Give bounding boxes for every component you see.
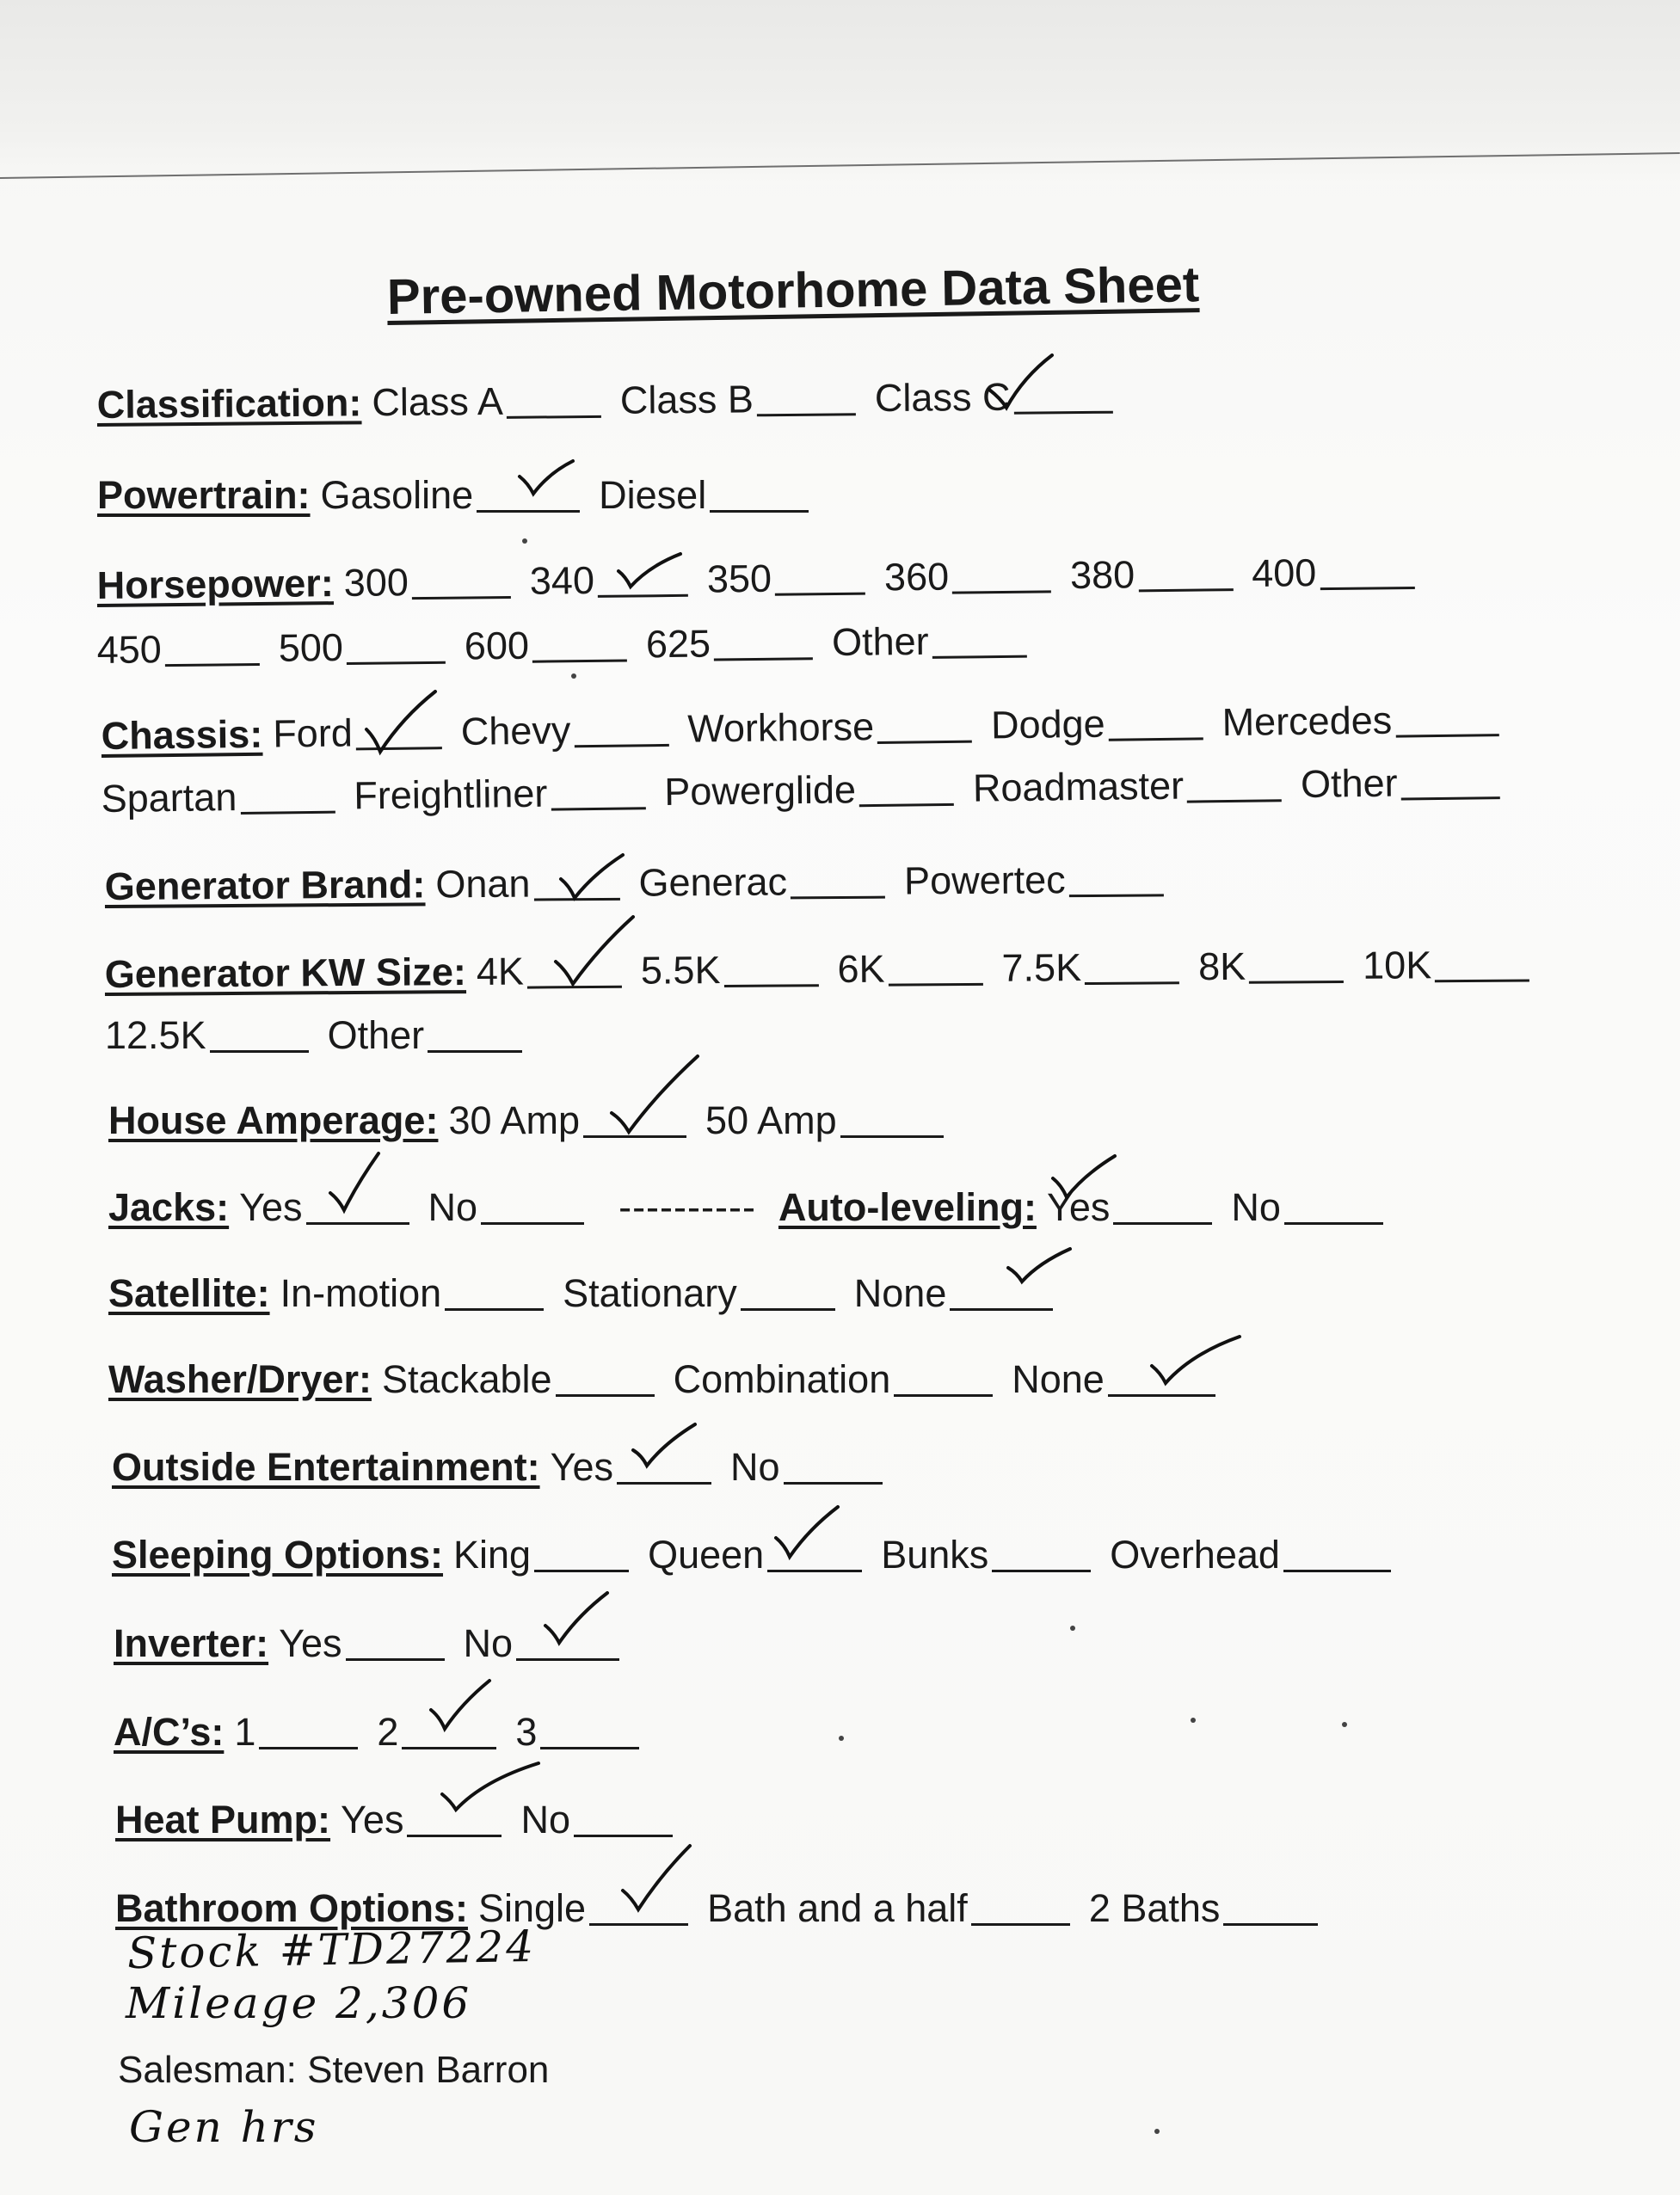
blank-overhead[interactable] [1283,1570,1391,1572]
option-mercedes: Mercedes [1222,698,1393,745]
blank-kw-8k[interactable] [1249,981,1344,984]
option-freightliner: Freightliner [353,771,548,818]
blank-kw-12-5k[interactable] [210,1050,309,1053]
option-kw-12-5k: 12.5K [105,1013,206,1057]
blank-hp-380[interactable] [1138,588,1233,592]
blank-hp-other[interactable] [932,655,1027,659]
option-king: King [453,1533,532,1577]
classification-row [96,366,1131,427]
blank-hp-625[interactable] [714,657,813,661]
sleeping-options-row [112,1524,1410,1577]
option-leveling-yes: Yes [1046,1185,1111,1229]
blank-single[interactable] [589,1923,688,1926]
option-ford: Ford [272,710,354,756]
horsepower-row-2 [96,609,1046,673]
option-hp-500: 500 [278,625,344,670]
option-hp-other: Other [831,618,929,665]
blank-roadmaster[interactable] [1187,799,1282,802]
blank-queen[interactable] [767,1570,862,1572]
blank-powerglide[interactable] [859,803,954,807]
check-jacks-yes [325,1148,394,1221]
blank-hp-500[interactable] [347,661,446,665]
blank-hp-450[interactable] [165,663,260,667]
generator-brand-label: Generator Brand: [104,862,426,908]
heat-pump-row [115,1789,692,1842]
option-kw-6k: 6K [837,946,885,992]
ac-row [114,1701,658,1755]
option-inverter-yes: Yes [279,1621,342,1665]
satellite-row [108,1263,1072,1316]
blank-chevy[interactable] [575,744,669,747]
check-30-amp [606,1051,701,1141]
outside-entertainment-row [112,1436,902,1490]
washer-dryer-row [108,1349,1234,1402]
speck [1342,1722,1347,1727]
blank-hp-300[interactable] [412,596,511,599]
blank-dodge[interactable] [1109,737,1203,741]
option-ac-3: 3 [515,1710,538,1754]
option-entertainment-yes: Yes [550,1445,613,1489]
check-entertainment-yes [630,1421,698,1477]
option-dodge: Dodge [990,701,1105,747]
option-combination: Combination [673,1357,891,1401]
option-spartan: Spartan [101,775,237,821]
option-2-baths: 2 Baths [1088,1886,1221,1930]
speck [839,1736,844,1741]
option-workhorse: Workhorse [687,704,875,751]
check-leveling-yes [1049,1153,1118,1208]
blank-stationary[interactable] [741,1308,835,1311]
option-chassis-other: Other [1300,760,1398,806]
option-hp-600: 600 [464,623,530,668]
speck [1154,2129,1160,2134]
house-amperage-label: House Amperage: [108,1098,439,1142]
blank-ac-1[interactable] [259,1747,358,1749]
option-inverter-no: No [463,1621,514,1665]
option-50-amp: 50 Amp [705,1098,837,1142]
auto-leveling-label: Auto-leveling: [778,1185,1037,1229]
option-stackable: Stackable [381,1357,552,1401]
check-ford [361,688,439,761]
handwritten-gen-hrs: Gen hrs [129,2102,319,2152]
option-washer-none: None [1012,1357,1105,1401]
horsepower-row [96,541,1433,608]
powertrain-label: Powertrain: [97,473,311,517]
blank-kw-6k[interactable] [889,983,983,987]
check-kw-4k [551,912,637,993]
option-hp-350: 350 [706,556,772,601]
blank-chassis-other[interactable] [1401,796,1500,800]
blank-entertainment-no[interactable] [784,1482,883,1485]
option-onan: Onan [435,861,531,907]
option-chevy: Chevy [460,708,571,753]
option-30-amp: 30 Amp [448,1098,581,1142]
blank-kw-5-5k[interactable] [724,984,819,987]
check-onan [557,852,626,907]
blank-hp-600[interactable] [532,660,627,663]
classification-label: Classification: [96,380,362,427]
check-washer-none [1148,1331,1243,1396]
option-kw-5-5k: 5.5K [640,948,721,993]
chassis-label: Chassis: [101,711,263,759]
option-heat-pump-yes: Yes [341,1798,404,1841]
option-ac-2: 2 [377,1710,399,1754]
check-inverter-no [542,1589,611,1654]
option-kw-7-5k: 7.5K [1001,945,1082,990]
option-powertec: Powertec [903,858,1066,903]
blank-heat-pump-no[interactable] [574,1835,673,1837]
option-hp-340: 340 [529,557,595,603]
blank-kw-other[interactable] [428,1050,522,1053]
option-overhead: Overhead [1110,1533,1280,1577]
blank-kw-10k[interactable] [1435,979,1529,982]
blank-bunks[interactable] [992,1570,1091,1572]
blank-leveling-no[interactable] [1284,1222,1383,1225]
option-bunks: Bunks [881,1533,989,1577]
blank-mercedes[interactable] [1395,734,1498,737]
blank-spartan[interactable] [241,811,335,815]
blank-powertec[interactable] [1069,894,1164,897]
page-title: Pre-owned Motorhome Data Sheet [386,256,1200,325]
blank-ac-2[interactable] [402,1747,496,1749]
inverter-label: Inverter: [114,1621,269,1665]
blank-inverter-yes[interactable] [346,1658,445,1661]
check-ac-2 [428,1677,496,1742]
blank-jacks-yes[interactable] [306,1222,409,1225]
option-kw-8k: 8K [1197,944,1246,989]
option-kw-other: Other [327,1013,425,1057]
check-class-c [985,351,1054,415]
salesman-line: Salesman: Steven Barron [118,2049,550,2091]
option-roadmaster: Roadmaster [972,763,1185,810]
option-jacks-no: No [428,1185,478,1229]
speck [522,538,527,544]
blank-50-amp[interactable] [840,1135,944,1138]
washer-dryer-label: Washer/Dryer: [108,1357,372,1401]
option-class-b: Class B [619,377,754,422]
option-hp-400: 400 [1251,550,1317,595]
blank-heat-pump-yes[interactable] [407,1835,502,1837]
generator-kw-row [105,933,1549,997]
option-hp-625: 625 [645,621,711,667]
option-gasoline: Gasoline [320,473,474,517]
generator-kw-label: Generator KW Size: [104,950,467,996]
separator-dashes: ---------- [618,1185,756,1229]
blank-diesel[interactable] [710,510,809,513]
blank-hp-360[interactable] [952,590,1051,593]
check-satellite-none [1005,1245,1074,1293]
option-ac-1: 1 [234,1710,256,1754]
blank-gasoline[interactable] [477,510,580,513]
heat-pump-label: Heat Pump: [115,1798,331,1841]
blank-ac-3[interactable] [540,1747,639,1749]
speck [1070,1626,1075,1631]
generator-brand-row [105,848,1183,909]
blank-hp-350[interactable] [775,593,865,596]
jacks-row [108,1177,1402,1230]
blank-class-a[interactable] [507,415,601,419]
option-entertainment-no: No [729,1445,780,1489]
chassis-row [101,688,1517,759]
chassis-row-2 [101,751,1519,821]
option-diesel: Diesel [599,473,707,517]
sleeping-options-label: Sleeping Options: [112,1533,444,1577]
blank-king[interactable] [534,1570,629,1572]
blank-freightliner[interactable] [551,807,646,810]
option-single: Single [477,1886,587,1930]
satellite-label: Satellite: [108,1271,270,1315]
option-hp-360: 360 [883,554,950,599]
blank-leveling-yes[interactable] [1113,1222,1212,1225]
speck [571,673,576,679]
bathroom-options-label: Bathroom Options: [115,1886,468,1930]
ac-label: A/C’s: [114,1710,225,1754]
option-stationary: Stationary [563,1271,737,1315]
house-amperage-row [108,1090,963,1143]
jacks-label: Jacks: [108,1185,230,1229]
check-queen [772,1503,841,1568]
blank-entertainment-yes[interactable] [617,1482,711,1485]
check-heat-pump-yes [439,1755,542,1828]
option-jacks-yes: Yes [239,1185,303,1229]
powertrain-row [97,464,828,518]
option-in-motion: In-motion [280,1271,442,1315]
check-gasoline [516,458,576,505]
blank-workhorse[interactable] [877,741,972,744]
generator-kw-row-2 [105,1005,541,1058]
option-kw-10k: 10K [1362,943,1432,987]
blank-bath-and-a-half[interactable] [971,1923,1070,1926]
blank-combination[interactable] [894,1394,993,1397]
option-generac: Generac [638,859,788,905]
blank-generac[interactable] [791,896,885,900]
blank-class-b[interactable] [757,413,856,416]
option-powerglide: Powerglide [664,767,857,815]
blank-stackable[interactable] [556,1394,655,1397]
handwritten-mileage: Mileage 2,306 [126,1978,472,2028]
option-satellite-none: None [853,1271,947,1315]
check-hp-340 [615,550,684,598]
check-single [618,1841,695,1922]
speck [1191,1718,1196,1723]
option-leveling-no: No [1231,1185,1281,1229]
option-kw-4k: 4K [476,949,525,993]
blank-2-baths[interactable] [1223,1923,1318,1926]
option-hp-450: 450 [96,627,163,673]
blank-jacks-no[interactable] [481,1222,584,1225]
blank-inverter-no[interactable] [516,1658,619,1661]
bathroom-options-row [115,1878,1337,1931]
option-class-a: Class A [372,378,504,425]
blank-kw-7-5k[interactable] [1085,981,1179,985]
option-heat-pump-no: No [520,1798,570,1841]
option-hp-380: 380 [1069,552,1135,598]
blank-hp-400[interactable] [1320,587,1414,590]
handwritten-stock-number: Stock #TD27224 [126,1921,537,1979]
horsepower-label: Horsepower: [96,561,335,608]
option-hp-300: 300 [343,560,409,605]
blank-in-motion[interactable] [445,1308,544,1311]
option-bath-and-a-half: Bath and a half [707,1886,968,1930]
option-class-c: Class C [874,374,1011,421]
blank-satellite-none[interactable] [950,1308,1053,1311]
outside-entertainment-label: Outside Entertainment: [112,1445,540,1489]
option-queen: Queen [648,1533,765,1577]
